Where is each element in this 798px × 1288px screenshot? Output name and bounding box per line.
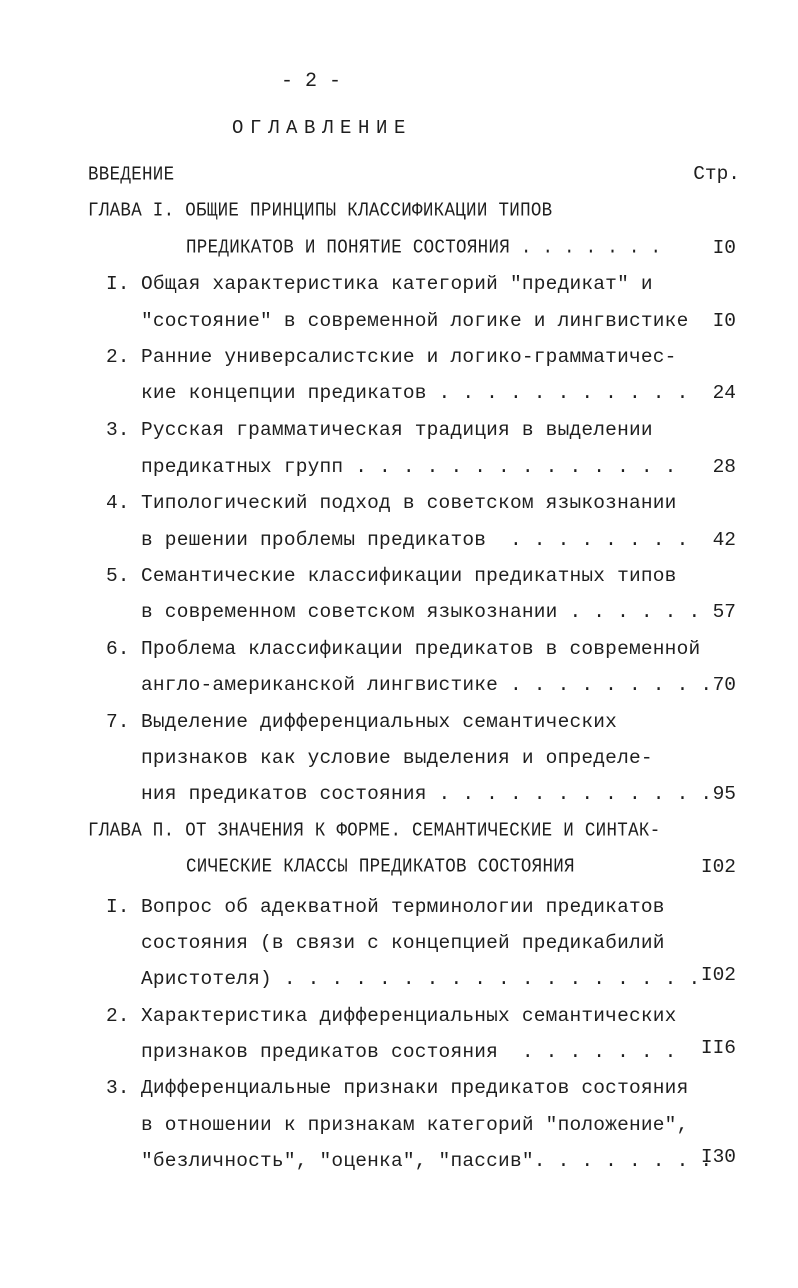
toc-item-line: Выделение дифференциальных семантических bbox=[141, 711, 618, 733]
toc-item-page: 95 bbox=[712, 783, 736, 805]
toc-item-line: Типологический подход в советском языкознании bbox=[141, 492, 677, 514]
toc-item-line: "безличность", "оценка", "пассив". . . . . . . . bbox=[141, 1150, 713, 1172]
toc-item-page: 42 bbox=[712, 529, 736, 551]
toc-item-number: I. bbox=[106, 273, 130, 295]
chapter1-title-line1: ГЛАВА I. ОБЩИЕ ПРИНЦИПЫ КЛАССИФИКАЦИИ ТИПОВ bbox=[88, 199, 553, 223]
toc-item-line: англо-американской лингвистике . . . . . . . . . bbox=[141, 674, 713, 696]
toc-item-line: в современном советском языкознании . . . . . . bbox=[141, 601, 701, 623]
toc-item-line: Русская грамматическая традиция в выделении bbox=[141, 419, 653, 441]
toc-item-line: Семантические классификации предикатных типов bbox=[141, 565, 677, 587]
chapter2-page: I02 bbox=[700, 856, 736, 878]
toc-item-line: Проблема классификации предикатов в современной bbox=[141, 638, 701, 660]
toc-item-line: ния предикатов состояния . . . . . . . . . . . . bbox=[141, 783, 713, 805]
chapter2-title-line2: СИЧЕСКИЕ КЛАССЫ ПРЕДИКАТОВ СОСТОЯНИЯ bbox=[186, 855, 575, 879]
page-number: - 2 - bbox=[281, 70, 342, 93]
toc-item-line: Общая характеристика категорий "предикат" и bbox=[141, 273, 653, 295]
toc-item-number: 7. bbox=[106, 711, 130, 733]
page-title: ОГЛАВЛЕНИЕ bbox=[232, 117, 413, 139]
toc-item-line: предикатных групп . . . . . . . . . . . . . . bbox=[141, 456, 677, 478]
toc-item-page: I0 bbox=[712, 310, 736, 332]
toc-item-line: в отношении к признакам категорий "положение", bbox=[141, 1114, 689, 1136]
toc-item-line: Характеристика дифференциальных семантических bbox=[141, 1005, 677, 1027]
toc-item-number: I. bbox=[106, 896, 130, 918]
toc-item-line: в решении проблемы предикатов . . . . . . . . bbox=[141, 529, 689, 551]
toc-item-number: 2. bbox=[106, 346, 130, 368]
toc-item-line: Аристотеля) . . . . . . . . . . . . . . . . . . bbox=[141, 968, 701, 990]
toc-item-line: Вопрос об адекватной терминологии предикатов bbox=[141, 896, 665, 918]
toc-item-line: признаков предикатов состояния . . . . . . . bbox=[141, 1041, 677, 1063]
toc-item-line: "состояние" в современной логике и лингвистике bbox=[141, 310, 689, 332]
toc-item-number: 2. bbox=[106, 1005, 130, 1027]
chapter2-title-line1: ГЛАВА П. ОТ ЗНАЧЕНИЯ К ФОРМЕ. СЕМАНТИЧЕСКИЕ И СИНТАК- bbox=[88, 819, 661, 843]
toc-item-page: II6 bbox=[700, 1037, 736, 1059]
toc-item-line: кие концепции предикатов . . . . . . . . . . . bbox=[141, 382, 689, 404]
page-column-header: Стр. bbox=[693, 163, 740, 185]
intro-label: ВВЕДЕНИЕ bbox=[88, 163, 175, 187]
toc-item-line: признаков как условие выделения и определе- bbox=[141, 747, 653, 769]
toc-item-page: I30 bbox=[700, 1146, 736, 1168]
chapter1-page: I0 bbox=[712, 237, 736, 259]
toc-item-page: 57 bbox=[712, 601, 736, 623]
toc-item-page: I02 bbox=[700, 964, 736, 986]
chapter1-title-line2: ПРЕДИКАТОВ И ПОНЯТИЕ СОСТОЯНИЯ . . . . . . . bbox=[186, 236, 662, 260]
toc-item-number: 3. bbox=[106, 419, 130, 441]
toc-item-line: Ранние универсалистские и логико-грамматичес- bbox=[141, 346, 677, 368]
toc-item-page: 70 bbox=[712, 674, 736, 696]
toc-item-number: 6. bbox=[106, 638, 130, 660]
toc-item-page: 28 bbox=[712, 456, 736, 478]
toc-item-number: 3. bbox=[106, 1077, 130, 1099]
toc-item-page: 24 bbox=[712, 382, 736, 404]
toc-item-line: состояния (в связи с концепцией предикабилий bbox=[141, 932, 665, 954]
toc-item-number: 5. bbox=[106, 565, 130, 587]
toc-item-line: Дифференциальные признаки предикатов состояния bbox=[141, 1077, 689, 1099]
toc-item-number: 4. bbox=[106, 492, 130, 514]
